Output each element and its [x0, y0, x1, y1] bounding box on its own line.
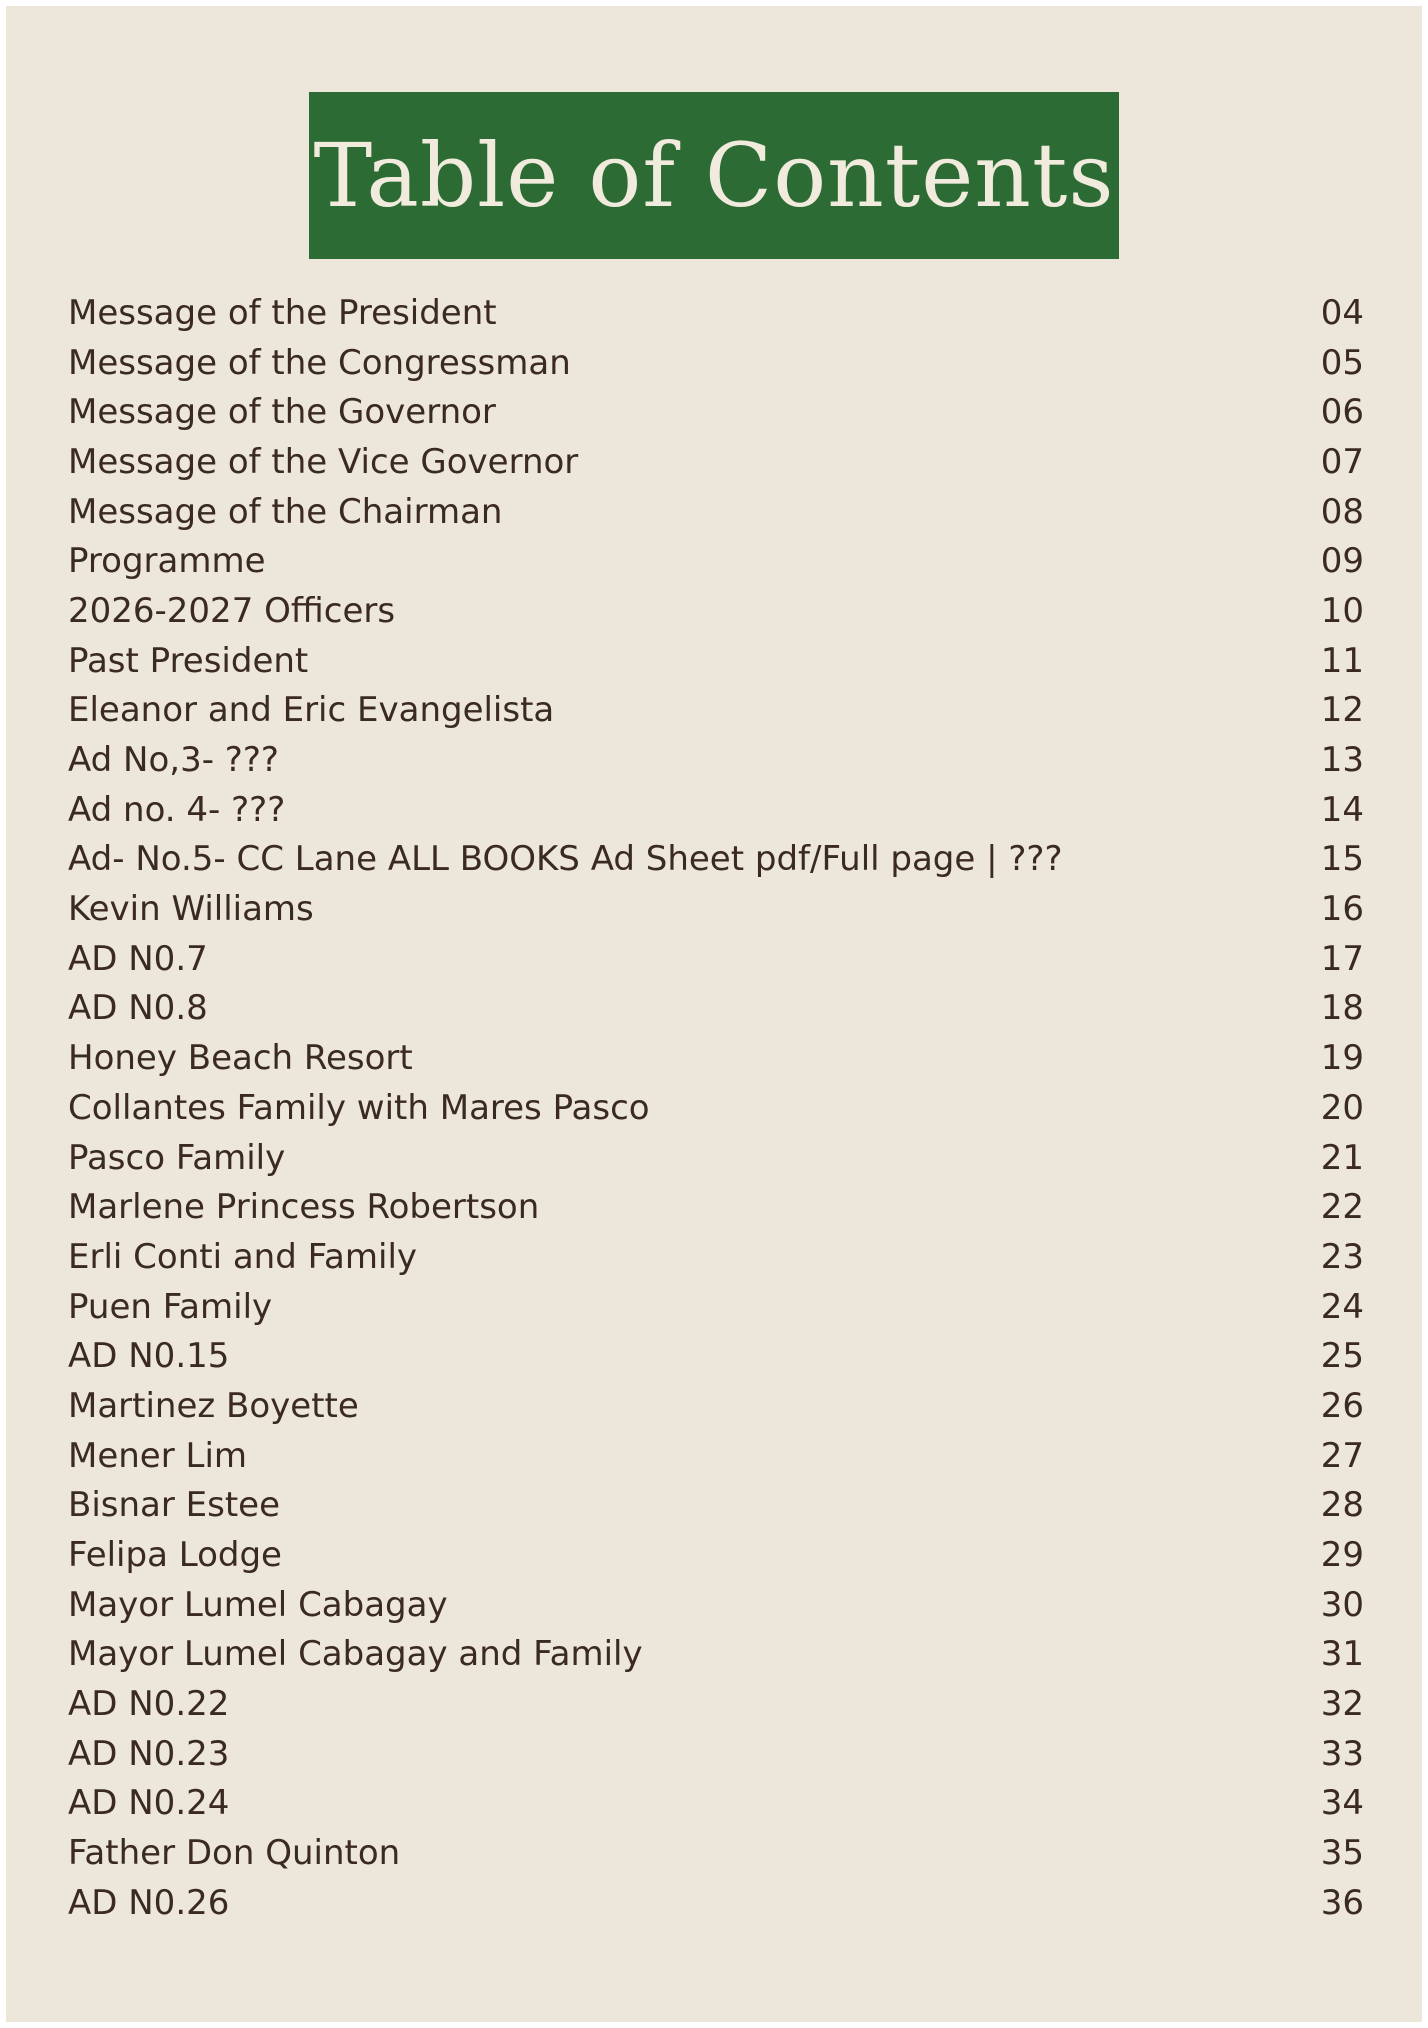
toc-entry-title: Kevin Williams [68, 889, 314, 930]
toc-entry-title: Past President [68, 640, 309, 681]
toc-entry [66, 1431, 1366, 1481]
toc-entry-page-number: 24 [1320, 1286, 1364, 1327]
toc-entry [66, 1779, 1366, 1829]
toc-entry [66, 686, 1366, 736]
toc-entry-page-number: 16 [1320, 889, 1364, 930]
toc-entry-page-number: 14 [1320, 789, 1364, 830]
toc-entry [66, 288, 1366, 338]
toc-entry-page-number: 30 [1320, 1584, 1364, 1625]
toc-entry-title: AD N0.8 [68, 988, 208, 1029]
toc-entry-title: Ad No,3- ??? [68, 740, 279, 781]
toc-entry-title: AD N0.23 [68, 1733, 230, 1774]
toc-entry-title: Message of the Congressman [68, 342, 571, 383]
toc-entry-page-number: 12 [1320, 690, 1364, 731]
toc-entry [66, 536, 1366, 586]
toc-entry [66, 1182, 1366, 1232]
toc-entry-page-number: 06 [1320, 392, 1364, 433]
toc-entry-title: Programme [68, 541, 266, 582]
toc-entry [66, 1282, 1366, 1332]
toc-entry-title: AD N0.22 [68, 1684, 230, 1725]
title-banner [309, 92, 1119, 259]
toc-entry-title: Collantes Family with Mares Pasco [68, 1087, 650, 1128]
toc-entry [66, 1828, 1366, 1878]
toc-entry-page-number: 19 [1320, 1038, 1364, 1079]
toc-entry [66, 636, 1366, 686]
toc-entry-title: Marlene Princess Robertson [68, 1187, 540, 1228]
toc-entry [66, 338, 1366, 388]
toc-entry-page-number: 09 [1320, 541, 1364, 582]
toc-entry-page-number: 23 [1320, 1236, 1364, 1277]
toc-entry-title: Message of the Governor [68, 392, 496, 433]
toc-entry [66, 586, 1366, 636]
toc-entry [66, 387, 1366, 437]
toc-entry-page-number: 20 [1320, 1087, 1364, 1128]
toc-entry-page-number: 35 [1320, 1833, 1364, 1874]
toc-entry-title: Ad no. 4- ??? [68, 789, 286, 830]
toc-entry [66, 1133, 1366, 1183]
toc-entry-page-number: 17 [1320, 938, 1364, 979]
toc-entry-page-number: 08 [1320, 491, 1364, 532]
toc-entry [66, 1630, 1366, 1680]
toc-entry-title: Puen Family [68, 1286, 273, 1327]
toc-entry-title: Ad- No.5- CC Lane ALL BOOKS Ad Sheet pdf/Full page | ??? [68, 839, 1063, 880]
toc-entry [66, 735, 1366, 785]
toc-entry-page-number: 13 [1320, 740, 1364, 781]
toc-entry-page-number: 11 [1320, 640, 1364, 681]
toc-entry [66, 1232, 1366, 1282]
toc-entry-title: Martinez Boyette [68, 1385, 359, 1426]
toc-entry-page-number: 31 [1320, 1634, 1364, 1675]
toc-entry-page-number: 33 [1320, 1733, 1364, 1774]
toc-entry [66, 1729, 1366, 1779]
toc-entry-title: 2026-2027 Officers [68, 590, 396, 631]
toc-entry-page-number: 15 [1320, 839, 1364, 880]
toc-entry-title: Pasco Family [68, 1137, 286, 1178]
toc-entry [66, 884, 1366, 934]
toc-entry-page-number: 22 [1320, 1187, 1364, 1228]
document-page [6, 6, 1422, 2022]
toc-entry-title: Father Don Quinton [68, 1833, 401, 1874]
toc-entry-title: Message of the Vice Governor [68, 441, 579, 482]
toc-entry-title: Message of the President [68, 292, 497, 333]
toc-entry [66, 1481, 1366, 1531]
toc-entry-page-number: 27 [1320, 1435, 1364, 1476]
toc-entry-page-number: 21 [1320, 1137, 1364, 1178]
page-title: Table of Contents [313, 123, 1115, 227]
toc-entry-title: Felipa Lodge [68, 1535, 282, 1576]
toc-entry [66, 1381, 1366, 1431]
toc-entry-page-number: 29 [1320, 1535, 1364, 1576]
toc-entry-page-number: 05 [1320, 342, 1364, 383]
toc-entry [66, 1530, 1366, 1580]
toc-entry [66, 835, 1366, 885]
toc-entry-title: Mayor Lumel Cabagay [68, 1584, 448, 1625]
toc-entry-page-number: 10 [1320, 590, 1364, 631]
toc-entry-title: Erli Conti and Family [68, 1236, 418, 1277]
toc-entry [66, 437, 1366, 487]
toc-entry-title: Mener Lim [68, 1435, 248, 1476]
toc-entry-page-number: 32 [1320, 1684, 1364, 1725]
toc-entry-page-number: 26 [1320, 1385, 1364, 1426]
toc-entry [66, 1878, 1366, 1928]
toc-entry-page-number: 28 [1320, 1485, 1364, 1526]
toc-entry-title: AD N0.7 [68, 938, 208, 979]
toc-entry [66, 1033, 1366, 1083]
toc-entry-title: Eleanor and Eric Evangelista [68, 690, 555, 731]
toc-list [66, 288, 1366, 1928]
toc-entry-title: Mayor Lumel Cabagay and Family [68, 1634, 643, 1675]
toc-entry [66, 1083, 1366, 1133]
toc-entry-title: AD N0.15 [68, 1336, 230, 1377]
toc-entry-title: AD N0.24 [68, 1783, 230, 1824]
toc-entry-title: Message of the Chairman [68, 491, 503, 532]
toc-entry-page-number: 36 [1320, 1882, 1364, 1923]
toc-entry [66, 1331, 1366, 1381]
toc-entry-title: Honey Beach Resort [68, 1038, 413, 1079]
toc-entry-page-number: 04 [1320, 292, 1364, 333]
toc-entry-title: Bisnar Estee [68, 1485, 281, 1526]
toc-entry [66, 487, 1366, 537]
toc-entry [66, 934, 1366, 984]
toc-entry-title: AD N0.26 [68, 1882, 230, 1923]
toc-entry [66, 1580, 1366, 1630]
toc-entry-page-number: 25 [1320, 1336, 1364, 1377]
toc-entry-page-number: 18 [1320, 988, 1364, 1029]
toc-entry-page-number: 34 [1320, 1783, 1364, 1824]
toc-entry [66, 984, 1366, 1034]
toc-entry [66, 1679, 1366, 1729]
toc-entry-page-number: 07 [1320, 441, 1364, 482]
toc-entry [66, 785, 1366, 835]
